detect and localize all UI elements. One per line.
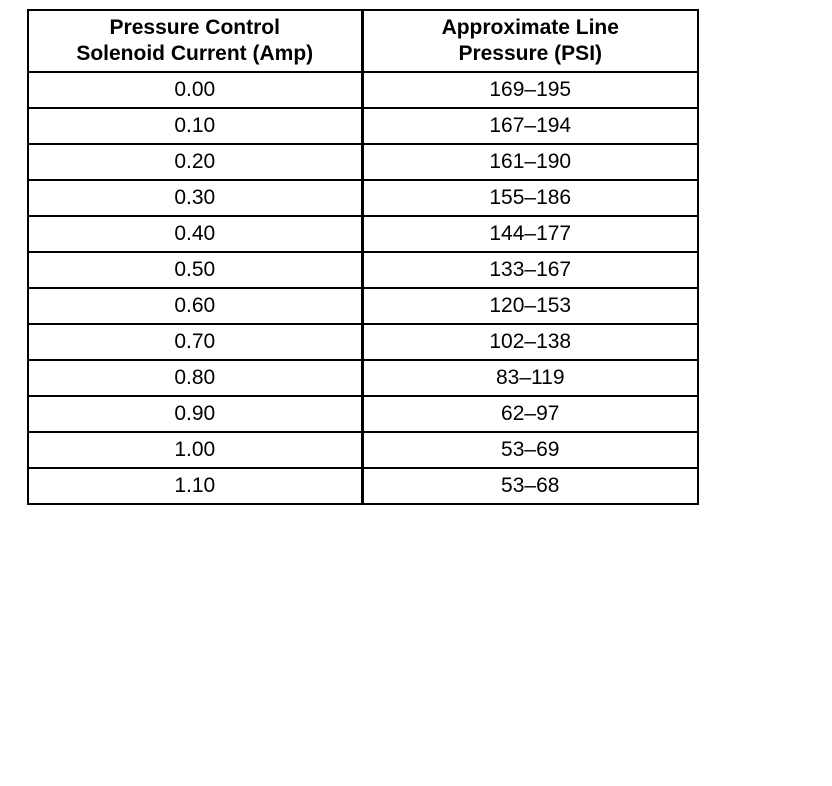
header-line-pressure-line2: Pressure (PSI) xyxy=(458,42,603,65)
pressure-cell: 155–186 xyxy=(362,180,698,216)
current-cell: 0.30 xyxy=(28,180,362,216)
table-row xyxy=(28,252,698,288)
pressure-cell: 83–119 xyxy=(362,360,698,396)
table-row xyxy=(28,144,698,180)
pressure-cell: 133–167 xyxy=(362,252,698,288)
pressure-cell: 102–138 xyxy=(362,324,698,360)
current-cell: 0.40 xyxy=(28,216,362,252)
current-cell: 0.10 xyxy=(28,108,362,144)
current-cell: 0.20 xyxy=(28,144,362,180)
header-row xyxy=(28,10,698,72)
current-cell: 1.10 xyxy=(28,468,362,504)
table-row xyxy=(28,432,698,468)
pressure-table-container xyxy=(27,9,697,505)
current-cell: 0.50 xyxy=(28,252,362,288)
current-cell: 0.90 xyxy=(28,396,362,432)
pressure-cell: 53–68 xyxy=(362,468,698,504)
table-row xyxy=(28,180,698,216)
pressure-cell: 62–97 xyxy=(362,396,698,432)
pressure-cell: 120–153 xyxy=(362,288,698,324)
header-solenoid-current-line1: Pressure Control xyxy=(109,16,280,39)
table-row xyxy=(28,360,698,396)
pressure-cell: 144–177 xyxy=(362,216,698,252)
table-row xyxy=(28,72,698,108)
pressure-cell: 167–194 xyxy=(362,108,698,144)
header-solenoid-current-line2: Solenoid Current (Amp) xyxy=(76,42,314,65)
header-solenoid-current xyxy=(28,10,362,72)
current-cell: 0.60 xyxy=(28,288,362,324)
table-row xyxy=(28,288,698,324)
table-row xyxy=(28,108,698,144)
pressure-cell: 53–69 xyxy=(362,432,698,468)
table-row xyxy=(28,396,698,432)
table-row xyxy=(28,216,698,252)
header-line-pressure xyxy=(362,10,698,72)
table-row xyxy=(28,324,698,360)
pressure-cell: 169–195 xyxy=(362,72,698,108)
current-cell: 0.80 xyxy=(28,360,362,396)
current-cell: 0.70 xyxy=(28,324,362,360)
current-cell: 1.00 xyxy=(28,432,362,468)
current-cell: 0.00 xyxy=(28,72,362,108)
header-line-pressure-line1: Approximate Line xyxy=(441,16,619,39)
table-row xyxy=(28,468,698,504)
pressure-cell: 161–190 xyxy=(362,144,698,180)
pressure-table xyxy=(27,9,699,505)
